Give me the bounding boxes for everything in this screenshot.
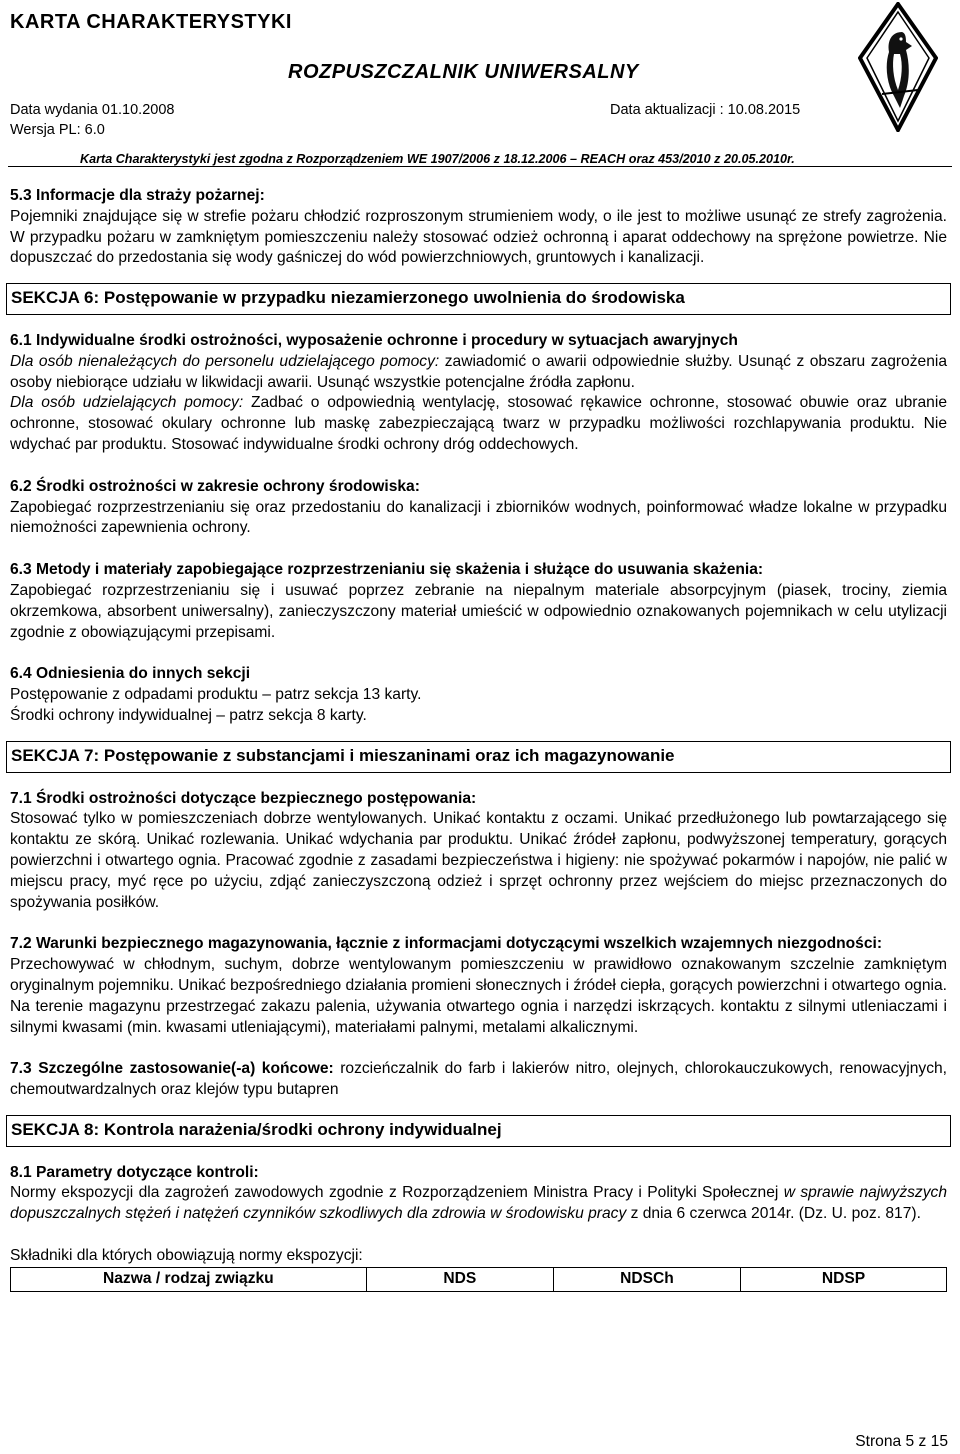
label-6-1b: Dla osób udzielających pomocy:	[10, 394, 244, 412]
heading-6-2: 6.2 Środki ostrożności w zakresie ochrony środowiska:	[10, 477, 420, 495]
text-6-4b: Środki ochrony indywidualnej – patrz sekcja 8 karty.	[10, 706, 367, 724]
bird-logo-icon	[858, 2, 938, 132]
exposure-limits-table	[10, 1267, 947, 1292]
page-number: Strona 5 z 15	[855, 1433, 948, 1450]
document-body	[10, 186, 947, 1292]
table-header-row	[11, 1267, 947, 1291]
body-6-1a: zawiadomić o awarii odpowiednie służby. Usunąć z obszaru zagrożenia osoby niebiorące udziału w likwidacji awarii. Usunąć wszystkie potencjalne źródła zapłonu.	[10, 352, 948, 391]
column-header-name: Nazwa / rodzaj związku	[11, 1267, 367, 1291]
section-6-title: SEKCJA 6: Postępowanie w przypadku niezamierzonego uwolnienia do środowiska	[6, 283, 951, 315]
heading-8-1: 8.1 Parametry dotyczące kontroli:	[10, 1163, 259, 1181]
compliance-note: Karta Charakterystyki jest zgodna z Rozporządzeniem WE 1907/2006 z 18.12.2006 – REACH oraz 453/2010 z 20.05.2010r.	[80, 152, 795, 166]
text-7-1: Stosować tylko w pomieszczeniach dobrze wentylowanych. Unikać kontaktu z oczami. Unikać przedłużonego lub powtarzającego się kontaktu ze skórą. Unikać rozlewania. Unikać wdychania par produktu. Unikać źródeł zapłonu, podwyższonej temperatury, gorących powierzchni i otwartego ognia. Pracować zgodnie z zasadami bezpieczeństwa i higieny: nie spożywać pokarmów i napojów, nie palić w miejscu pracy, myć ręce po użyciu, zdjąć zanieczyszczoną odzież i sprzęt ochronny przez wejściem do miejsc przeznaczonych do spożywania posiłków.	[10, 810, 947, 911]
column-header-ndsch: NDSCh	[553, 1267, 740, 1291]
body-8-1c: z dnia 6 czerwca 2014r. (Dz. U. poz. 817).	[626, 1205, 921, 1223]
issue-date: Data wydania 01.10.2008	[10, 102, 175, 118]
heading-5-3: 5.3 Informacje dla straży pożarnej:	[10, 187, 265, 204]
regulation-title: w sprawie najwyższych dopuszczalnych stężeń i natężeń czynników szkodliwych dla zdrowia w środowisku pracy	[10, 1184, 947, 1223]
product-name: ROZPUSZCZALNIK UNIWERSALNY	[288, 61, 639, 83]
section-8-title: SEKCJA 8: Kontrola narażenia/środki ochrony indywidualnej	[6, 1115, 951, 1147]
heading-6-1: 6.1 Indywidualne środki ostrożności, wyposażenie ochronne i procedury w sytuacjach awaryjnych	[10, 331, 738, 349]
text-6-1a	[10, 352, 947, 394]
column-header-nds: NDS	[366, 1267, 553, 1291]
version: Wersja PL: 6.0	[10, 122, 105, 138]
heading-7-3: 7.3 Szczególne zastosowanie(-a) końcowe:	[10, 1060, 334, 1078]
text-6-3: Zapobiegać rozprzestrzenianiu się i usuwać poprzez zebranie na niepalnym materiale absorpcyjnym (piasek, trociny, ziemia okrzemkowa, absorbent uniwersalny), zanieczyszczony materiał umieścić w odpowiednio oznakowanych pojemnikach w celu utylizacji zgodnie z obowiązującymi przepisami.	[10, 581, 947, 641]
exposure-components-label: Składniki dla których obowiązują normy ekspozycji:	[10, 1247, 363, 1265]
heading-6-3: 6.3 Metody i materiały zapobiegające rozprzestrzenianiu się skażenia i służące do usuwania skażenia:	[10, 561, 764, 579]
document-title: KARTA CHARAKTERYSTYKI	[10, 11, 292, 33]
body-6-1b: Zadbać o odpowiednią wentylację, stosować rękawice ochronne, stosować obuwie oraz ubranie ochronne, stosować okulary ochronne lub maskę zabezpieczającą twarz w przypadku możliwości rozchlapywania produktu. Nie wdychać par produktu. Stosować indywidualne środki ochrony dróg oddechowych.	[10, 394, 947, 453]
section-7-title: SEKCJA 7: Postępowanie z substancjami i mieszaninami oraz ich magazynowanie	[6, 741, 951, 773]
text-5-3: Pojemniki znajdujące się w strefie pożaru chłodzić rozproszonym strumieniem wody, o ile jest to możliwe usunąć ze strefy zagrożenia. W przypadku pożaru w zamkniętym pomieszczeniu należy stosować odzież ochronną i aparat oddechowy na sprężone powietrze. Nie dopuszczać do przedostania się wody gaśniczej do wód powierzchniowych, gruntowych i kanalizacji.	[10, 207, 947, 267]
heading-6-4: 6.4 Odniesienia do innych sekcji	[10, 665, 251, 683]
text-6-4a: Postępowanie z odpadami produktu – patrz sekcja 13 karty.	[10, 686, 422, 704]
label-6-1a: Dla osób nienależących do personelu udzielającego pomocy:	[10, 352, 440, 370]
header-divider	[8, 166, 952, 167]
column-header-ndsp: NDSP	[741, 1267, 947, 1291]
body-8-1a: Normy ekspozycji dla zagrożeń zawodowych zgodnie z Rozporządzeniem Ministra Pracy i Polityki Społecznej	[10, 1184, 784, 1202]
text-6-2: Zapobiegać rozprzestrzenianiu się oraz przedostaniu do kanalizacji i zbiorników wodnych, poinformować władze lokalne w przypadku niemożności zapewnienia ochrony.	[10, 498, 947, 537]
text-7-2: Przechowywać w chłodnym, suchym, dobrze wentylowanym pomieszczeniu w prawidłowo oznakowanym szczelnie zamkniętym oryginalnym pojemniku. Unikać bezpośredniego działania promieni słonecznych i źródeł ciepła, gorących powierzchni i otwartego ognia. Na terenie magazynu przestrzegać zakazu palenia, używania otwartego ognia i narzędzi iskrzących. kontaktu z silnymi utleniaczami i silnymi kwasami (min. kwasami utleniającymi), materiałami palnymi, metalami alkalicznymi.	[10, 956, 947, 1036]
text-7-3	[10, 1059, 947, 1101]
heading-7-2: 7.2 Warunki bezpiecznego magazynowania, łącznie z informacjami dotyczącymi wszelkich wzajemnych niezgodności:	[10, 935, 883, 953]
body-7-3: rozcieńczalnik do farb i lakierów nitro, olejnych, chlorokauczukowych, renowacyjnych, chemoutwardzalnych oraz klejów typu butapren	[10, 1060, 947, 1099]
text-8-1	[10, 1183, 947, 1225]
heading-7-1: 7.1 Środki ostrożności dotyczące bezpiecznego postępowania:	[10, 789, 477, 807]
text-6-1b	[10, 393, 947, 455]
update-date: Data aktualizacji : 10.08.2015	[610, 102, 801, 118]
